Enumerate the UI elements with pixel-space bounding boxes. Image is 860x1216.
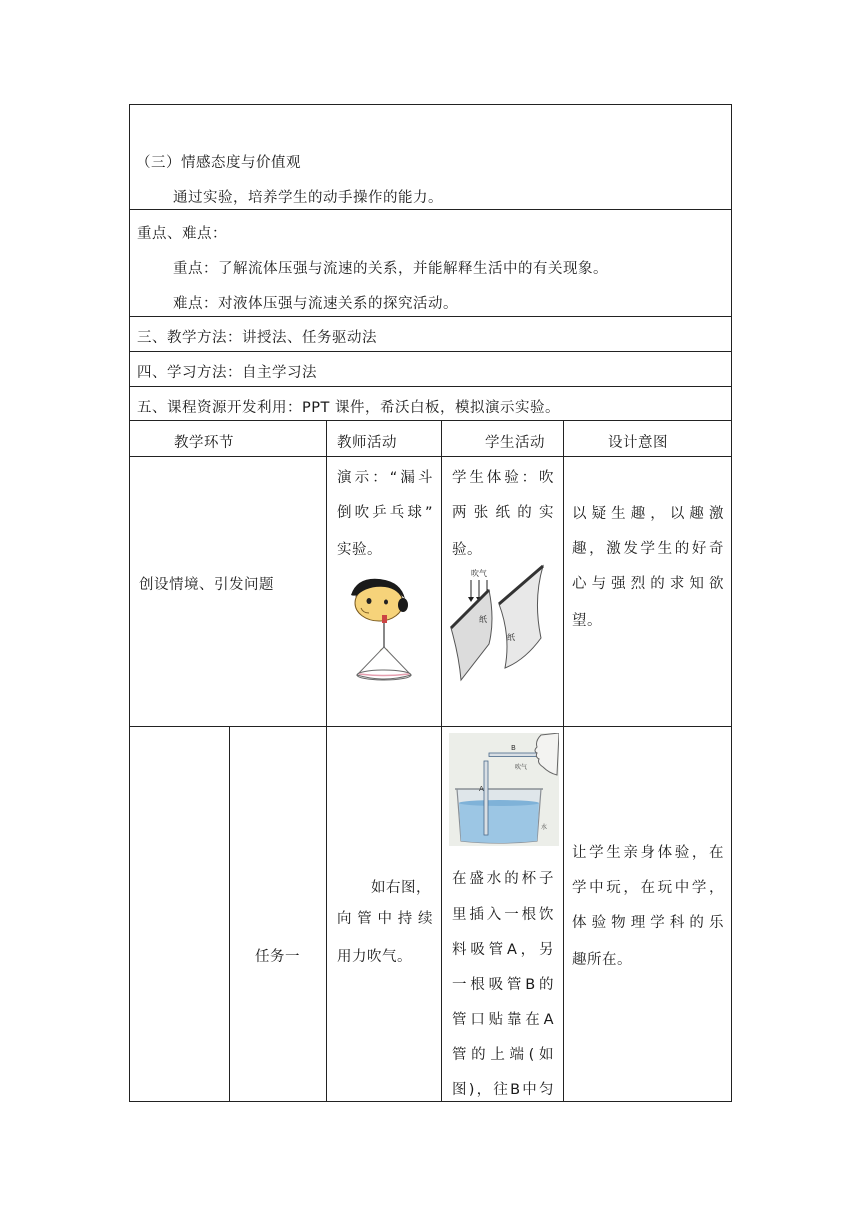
funnel-experiment-image: [339, 575, 414, 685]
beaker-straw-image: [449, 733, 559, 846]
key-points-heading: 重点、难点：: [137, 226, 227, 242]
affective-text: 通过实验，培养学生的动手操作的能力。: [173, 190, 443, 206]
text-line: 料吸管A，另: [452, 942, 554, 958]
row-divider: [129, 209, 732, 210]
column-divider: [441, 420, 442, 1102]
table-border-left: [129, 104, 130, 1102]
course-resources: 五、课程资源开发利用：PPT 课件，希沃白板，模拟演示实验。: [137, 400, 560, 416]
text-line: 趣所在。: [572, 952, 632, 968]
text-line: 图)，往B中匀: [452, 1082, 554, 1098]
table-border-right: [731, 104, 732, 1102]
paper-experiment-image: [449, 560, 553, 685]
text-line: 如右图，: [371, 880, 431, 896]
text-line: 向管中持续: [337, 911, 433, 927]
text-line: 验。: [452, 542, 482, 558]
row-divider: [129, 726, 732, 727]
table-border-top: [129, 104, 732, 105]
text-line: 实验。: [337, 542, 382, 558]
row-divider: [129, 420, 732, 421]
text-line: 体验物理学科的乐: [572, 915, 724, 931]
header-intent: 设计意图: [608, 435, 668, 451]
text-line: 里插入一根饮: [452, 907, 554, 923]
task-label: 任务一: [255, 949, 300, 965]
key-point-text: 重点：了解流体压强与流速的关系，并能解释生活中的有关现象。: [173, 261, 608, 277]
header-student: 学生活动: [485, 435, 545, 451]
teaching-method: 三、教学方法：讲授法、任务驱动法: [137, 330, 377, 346]
text-line: 望。: [572, 613, 602, 629]
table-border-bottom: [129, 1101, 732, 1102]
text-line: 管的上端(如: [452, 1047, 554, 1063]
header-stage: 教学环节: [174, 435, 234, 451]
image-label: B: [511, 744, 516, 752]
image-label: 纸: [507, 633, 515, 642]
text-line: 趣，激发学生的好奇: [572, 541, 724, 557]
header-teacher: 教师活动: [337, 435, 397, 451]
image-label: A: [479, 785, 484, 793]
row-divider: [129, 456, 732, 457]
text-line: 倒吹乒乓球”: [337, 505, 433, 521]
text-line: 用力吹气。: [337, 949, 412, 965]
image-label: 吹气: [471, 569, 487, 578]
row-divider: [129, 316, 732, 317]
image-label: 水: [541, 824, 548, 831]
text-line: 心与强烈的求知欲: [572, 576, 724, 592]
image-label: 纸: [479, 615, 487, 624]
text-line: 以疑生趣，以趣激: [572, 506, 724, 522]
row-divider: [129, 386, 732, 387]
text-line: 两张纸的实: [452, 505, 554, 521]
text-line: 让学生亲身体验，在: [572, 845, 724, 861]
text-line: 在盛水的杯子: [452, 871, 554, 887]
column-divider: [563, 420, 564, 1102]
column-divider: [229, 726, 230, 1102]
text-line: 学生体验：吹: [452, 470, 554, 486]
row-divider: [129, 351, 732, 352]
image-label: 吹气: [515, 764, 528, 771]
difficult-point-text: 难点：对液体压强与流速关系的探究活动。: [173, 296, 458, 312]
column-divider: [326, 420, 327, 1102]
text-line: 学中玩，在玩中学，: [572, 880, 724, 896]
text-line: 管口贴靠在A: [452, 1012, 554, 1028]
stage-label: 创设情境、引发问题: [139, 577, 274, 593]
text-line: 一根吸管B的: [452, 977, 554, 993]
learning-method: 四、学习方法：自主学习法: [137, 365, 317, 381]
text-line: 演示：“漏斗: [337, 470, 433, 486]
affective-heading: （三）情感态度与价值观: [136, 155, 301, 171]
